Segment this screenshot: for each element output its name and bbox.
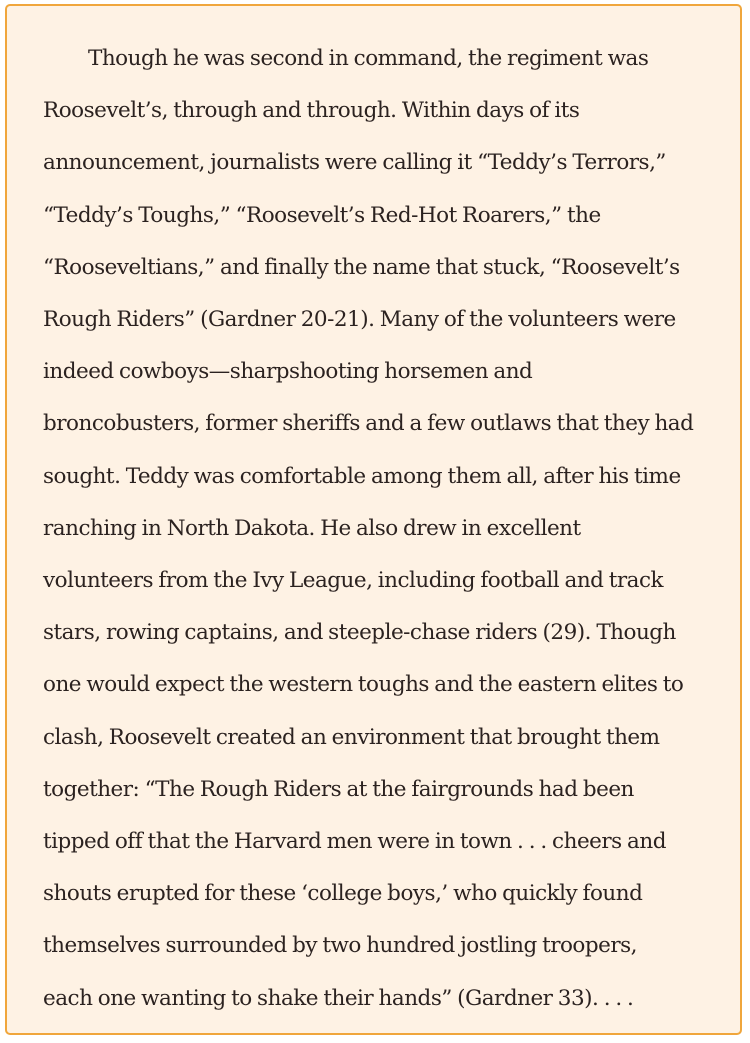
passage-box (5, 4, 742, 1035)
passage-line-11: volunteers from the Ivy League, including football and track (43, 568, 664, 594)
passage-line-18: themselves surrounded by two hundred jostling troopers, (43, 933, 638, 959)
passage-line-13: one would expect the western toughs and the eastern elites to (43, 672, 684, 698)
passage-line-3: announcement, journalists were calling it “Teddy’s Terrors,” (43, 150, 666, 176)
passage-line-15: together: “The Rough Riders at the fairgrounds had been (43, 776, 634, 802)
passage-line-5: “Rooseveltians,” and finally the name that stuck, “Roosevelt’s (43, 254, 680, 280)
passage-line-14: clash, Roosevelt created an environment that brought them (43, 724, 660, 750)
passage-line-10: ranching in North Dakota. He also drew in excellent (43, 515, 581, 541)
passage-line-4: “Teddy’s Toughs,” “Roosevelt’s Red-Hot Roarers,” the (43, 202, 601, 228)
passage-line-8: broncobusters, former sheriffs and a few outlaws that they had (43, 411, 694, 437)
passage-line-2: Roosevelt’s, through and through. Within days of its (43, 98, 580, 124)
passage-line-12: stars, rowing captains, and steeple-chase riders (29). Though (43, 620, 676, 646)
passage-paragraph (43, 33, 723, 1025)
passage-line-9: sought. Teddy was comfortable among them all, after his time (43, 463, 681, 489)
passage-line-6: Rough Riders” (Gardner 20-21). Many of the volunteers were (43, 307, 676, 333)
passage-line-17: shouts erupted for these ‘college boys,’ who quickly found (43, 881, 643, 907)
passage-line-16: tipped off that the Harvard men were in town . . . cheers and (43, 829, 666, 855)
passage-line-1: Though he was second in command, the regiment was (88, 46, 649, 71)
passage-line-19: each one wanting to shake their hands” (Gardner 33). . . . (43, 985, 634, 1011)
passage-line-7: indeed cowboys—sharpshooting horsemen and (43, 359, 533, 385)
